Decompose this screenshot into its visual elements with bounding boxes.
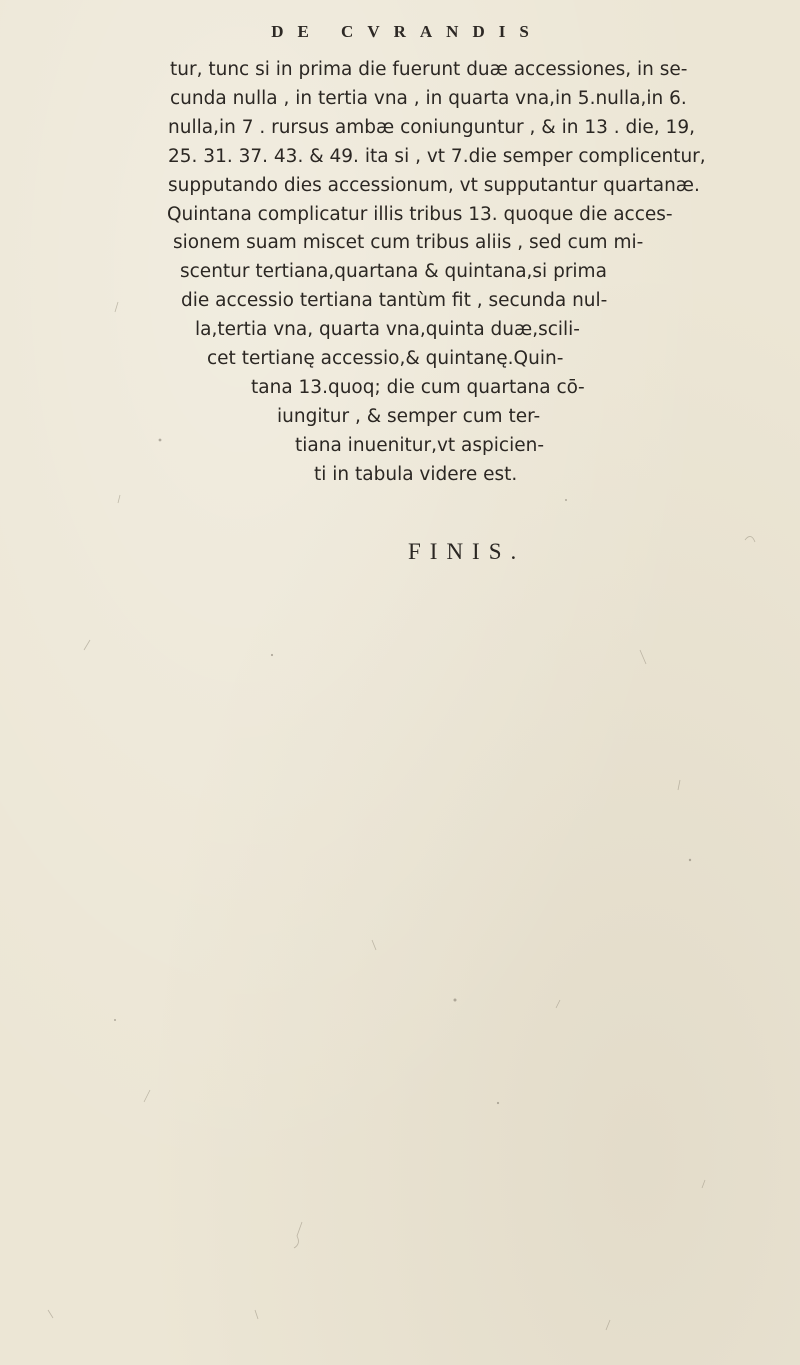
running-head: DE CVRANDIS [271,22,543,41]
finis-mark: FINIS. [408,539,526,564]
text-line: 25. 31. 37. 43. & 49. ita si , vt 7.die semper complicentur, [168,145,706,167]
text-line: tiana inuenitur,vt aspicien- [295,434,545,456]
text-line: scentur tertiana,quartana & quintana,si prima [180,261,607,283]
text-line: cunda nulla , in tertia vna , in quarta vna,in 5.nulla,in 6. [170,87,687,109]
text-line: nulla,in 7 . rursus ambæ coniunguntur , & in 13 . die, 19, [168,116,695,138]
text-line: die accessio tertiana tantùm fit , secunda nul- [181,290,608,312]
text-line: cet tertianę accessio,& quintanę.Quin- [207,348,564,370]
text-line: Quintana complicatur illis tribus 13. quoque die acces- [167,203,673,225]
text-line: sionem suam miscet cum tribus aliis , sed cum mi- [173,232,644,254]
text-line: iungitur , & semper cum ter- [277,405,541,427]
text-line: la,tertia vna, quarta vna,quinta duæ,scili- [195,319,580,341]
text-line: ti in tabula videre est. [314,463,518,485]
text-line: tur, tunc si in prima die fuerunt duæ accessiones, in se- [170,59,688,80]
text-line: tana 13.quoq; die cum quartana cō- [251,376,585,398]
text-line: supputando dies accessionum, vt supputantur quartanæ. [168,174,700,196]
body-text [160,56,800,490]
